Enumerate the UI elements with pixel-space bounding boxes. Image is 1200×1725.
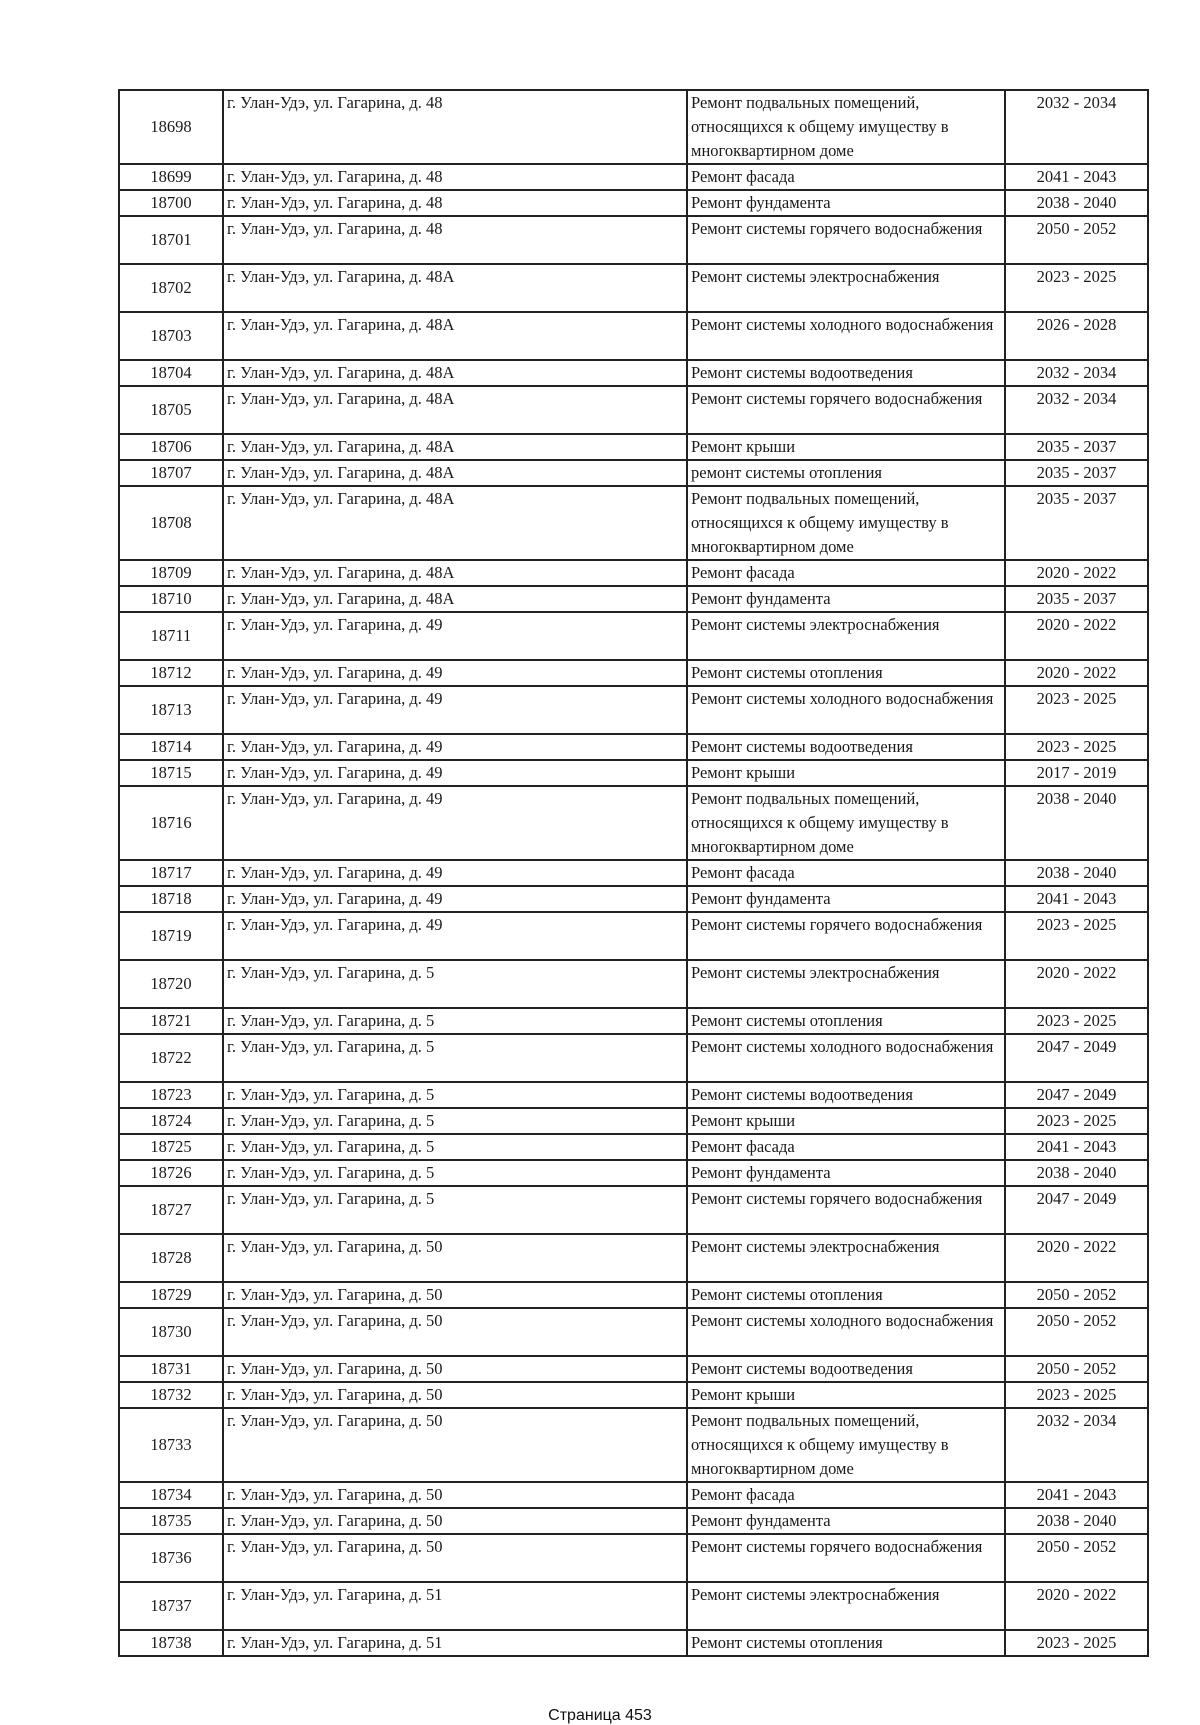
period-cell: 2023 - 2025: [1005, 912, 1148, 960]
work-type-cell: Ремонт системы горячего водоснабжения: [687, 216, 1005, 264]
row-number: 18720: [119, 960, 223, 1008]
work-type-cell: Ремонт подвальных помещений, относящихся к общему имуществу в многоквартирном доме: [687, 90, 1005, 164]
row-number: 18701: [119, 216, 223, 264]
row-number: 18710: [119, 586, 223, 612]
period-cell: 2038 - 2040: [1005, 190, 1148, 216]
work-type-cell: Ремонт системы холодного водоснабжения: [687, 686, 1005, 734]
period-cell: 2041 - 2043: [1005, 1134, 1148, 1160]
table-row: [119, 1034, 1148, 1082]
period-cell: 2041 - 2043: [1005, 164, 1148, 190]
table-row: [119, 460, 1148, 486]
row-number: 18738: [119, 1630, 223, 1656]
row-number: 18715: [119, 760, 223, 786]
address-cell: г. Улан-Удэ, ул. Гагарина, д. 50: [223, 1308, 687, 1356]
work-type-cell: Ремонт системы горячего водоснабжения: [687, 1534, 1005, 1582]
period-cell: 2020 - 2022: [1005, 560, 1148, 586]
work-type-cell: Ремонт системы водоотведения: [687, 360, 1005, 386]
table-row: [119, 1308, 1148, 1356]
address-cell: г. Улан-Удэ, ул. Гагарина, д. 50: [223, 1234, 687, 1282]
address-cell: г. Улан-Удэ, ул. Гагарина, д. 49: [223, 860, 687, 886]
row-number: 18705: [119, 386, 223, 434]
work-type-cell: Ремонт подвальных помещений, относящихся к общему имуществу в многоквартирном доме: [687, 786, 1005, 860]
table-row: [119, 486, 1148, 560]
work-type-cell: ремонт системы отопления: [687, 460, 1005, 486]
row-number: 18726: [119, 1160, 223, 1186]
row-number: 18698: [119, 90, 223, 164]
row-number: 18735: [119, 1508, 223, 1534]
row-number: 18722: [119, 1034, 223, 1082]
work-type-cell: Ремонт фасада: [687, 164, 1005, 190]
work-type-cell: Ремонт фасада: [687, 1482, 1005, 1508]
address-cell: г. Улан-Удэ, ул. Гагарина, д. 49: [223, 612, 687, 660]
address-cell: г. Улан-Удэ, ул. Гагарина, д. 48: [223, 90, 687, 164]
table-row: [119, 1582, 1148, 1630]
address-cell: г. Улан-Удэ, ул. Гагарина, д. 48А: [223, 360, 687, 386]
period-cell: 2047 - 2049: [1005, 1082, 1148, 1108]
work-type-cell: Ремонт системы отопления: [687, 660, 1005, 686]
work-type-cell: Ремонт системы холодного водоснабжения: [687, 1034, 1005, 1082]
row-number: 18731: [119, 1356, 223, 1382]
period-cell: 2020 - 2022: [1005, 612, 1148, 660]
period-cell: 2035 - 2037: [1005, 434, 1148, 460]
row-number: 18736: [119, 1534, 223, 1582]
address-cell: г. Улан-Удэ, ул. Гагарина, д. 5: [223, 1134, 687, 1160]
row-number: 18704: [119, 360, 223, 386]
address-cell: г. Улан-Удэ, ул. Гагарина, д. 48А: [223, 460, 687, 486]
work-type-cell: Ремонт системы водоотведения: [687, 1356, 1005, 1382]
table-row: [119, 164, 1148, 190]
address-cell: г. Улан-Удэ, ул. Гагарина, д. 49: [223, 686, 687, 734]
address-cell: г. Улан-Удэ, ул. Гагарина, д. 51: [223, 1582, 687, 1630]
period-cell: 2047 - 2049: [1005, 1186, 1148, 1234]
period-cell: 2035 - 2037: [1005, 486, 1148, 560]
work-type-cell: Ремонт фасада: [687, 560, 1005, 586]
period-cell: 2050 - 2052: [1005, 1308, 1148, 1356]
period-cell: 2017 - 2019: [1005, 760, 1148, 786]
work-type-cell: Ремонт системы отопления: [687, 1630, 1005, 1656]
table-row: [119, 560, 1148, 586]
table-row: [119, 1186, 1148, 1234]
period-cell: 2038 - 2040: [1005, 1508, 1148, 1534]
row-number: 18706: [119, 434, 223, 460]
page-number: Страница 453: [548, 1707, 652, 1724]
table-row: [119, 264, 1148, 312]
period-cell: 2035 - 2037: [1005, 586, 1148, 612]
period-cell: 2047 - 2049: [1005, 1034, 1148, 1082]
address-cell: г. Улан-Удэ, ул. Гагарина, д. 48: [223, 190, 687, 216]
row-number: 18732: [119, 1382, 223, 1408]
table-row: [119, 612, 1148, 660]
table-row: [119, 1508, 1148, 1534]
row-number: 18728: [119, 1234, 223, 1282]
row-number: 18737: [119, 1582, 223, 1630]
table-row: [119, 1008, 1148, 1034]
table-row: [119, 1630, 1148, 1656]
table-row: [119, 586, 1148, 612]
address-cell: г. Улан-Удэ, ул. Гагарина, д. 5: [223, 1186, 687, 1234]
work-type-cell: Ремонт крыши: [687, 434, 1005, 460]
work-type-cell: Ремонт подвальных помещений, относящихся к общему имуществу в многоквартирном доме: [687, 1408, 1005, 1482]
work-type-cell: Ремонт системы горячего водоснабжения: [687, 912, 1005, 960]
address-cell: г. Улан-Удэ, ул. Гагарина, д. 50: [223, 1382, 687, 1408]
period-cell: 2020 - 2022: [1005, 660, 1148, 686]
repair-schedule-table: [118, 89, 1149, 1657]
work-type-cell: Ремонт фундамента: [687, 586, 1005, 612]
address-cell: г. Улан-Удэ, ул. Гагарина, д. 51: [223, 1630, 687, 1656]
work-type-cell: Ремонт системы электроснабжения: [687, 1234, 1005, 1282]
work-type-cell: Ремонт системы водоотведения: [687, 1082, 1005, 1108]
table-row: [119, 360, 1148, 386]
table-row: [119, 1382, 1148, 1408]
table-row: [119, 216, 1148, 264]
address-cell: г. Улан-Удэ, ул. Гагарина, д. 48: [223, 216, 687, 264]
table-row: [119, 912, 1148, 960]
row-number: 18713: [119, 686, 223, 734]
table-row: [119, 1234, 1148, 1282]
address-cell: г. Улан-Удэ, ул. Гагарина, д. 5: [223, 1082, 687, 1108]
address-cell: г. Улан-Удэ, ул. Гагарина, д. 50: [223, 1408, 687, 1482]
work-type-cell: Ремонт фундамента: [687, 1160, 1005, 1186]
table-row: [119, 1134, 1148, 1160]
address-cell: г. Улан-Удэ, ул. Гагарина, д. 5: [223, 1034, 687, 1082]
table-row: [119, 1482, 1148, 1508]
address-cell: г. Улан-Удэ, ул. Гагарина, д. 5: [223, 1160, 687, 1186]
row-number: 18708: [119, 486, 223, 560]
work-type-cell: Ремонт системы отопления: [687, 1008, 1005, 1034]
table-row: [119, 312, 1148, 360]
period-cell: 2023 - 2025: [1005, 1382, 1148, 1408]
period-cell: 2032 - 2034: [1005, 360, 1148, 386]
address-cell: г. Улан-Удэ, ул. Гагарина, д. 49: [223, 660, 687, 686]
work-type-cell: Ремонт крыши: [687, 760, 1005, 786]
table-row: [119, 1534, 1148, 1582]
table-row: [119, 1082, 1148, 1108]
address-cell: г. Улан-Удэ, ул. Гагарина, д. 49: [223, 886, 687, 912]
period-cell: 2050 - 2052: [1005, 216, 1148, 264]
period-cell: 2050 - 2052: [1005, 1356, 1148, 1382]
address-cell: г. Улан-Удэ, ул. Гагарина, д. 50: [223, 1282, 687, 1308]
address-cell: г. Улан-Удэ, ул. Гагарина, д. 5: [223, 960, 687, 1008]
period-cell: 2038 - 2040: [1005, 786, 1148, 860]
table-row: [119, 1282, 1148, 1308]
work-type-cell: Ремонт подвальных помещений, относящихся к общему имуществу в многоквартирном доме: [687, 486, 1005, 560]
row-number: 18724: [119, 1108, 223, 1134]
table-row: [119, 760, 1148, 786]
row-number: 18700: [119, 190, 223, 216]
work-type-cell: Ремонт фундамента: [687, 886, 1005, 912]
address-cell: г. Улан-Удэ, ул. Гагарина, д. 48А: [223, 386, 687, 434]
work-type-cell: Ремонт системы электроснабжения: [687, 264, 1005, 312]
row-number: 18703: [119, 312, 223, 360]
period-cell: 2041 - 2043: [1005, 1482, 1148, 1508]
work-type-cell: Ремонт системы водоотведения: [687, 734, 1005, 760]
period-cell: 2026 - 2028: [1005, 312, 1148, 360]
row-number: 18707: [119, 460, 223, 486]
period-cell: 2023 - 2025: [1005, 1008, 1148, 1034]
row-number: 18702: [119, 264, 223, 312]
period-cell: 2020 - 2022: [1005, 960, 1148, 1008]
work-type-cell: Ремонт крыши: [687, 1108, 1005, 1134]
address-cell: г. Улан-Удэ, ул. Гагарина, д. 50: [223, 1534, 687, 1582]
row-number: 18712: [119, 660, 223, 686]
period-cell: 2023 - 2025: [1005, 264, 1148, 312]
work-type-cell: Ремонт системы отопления: [687, 1282, 1005, 1308]
work-type-cell: Ремонт системы электроснабжения: [687, 960, 1005, 1008]
address-cell: г. Улан-Удэ, ул. Гагарина, д. 48А: [223, 486, 687, 560]
table-row: [119, 1160, 1148, 1186]
table-row: [119, 1356, 1148, 1382]
address-cell: г. Улан-Удэ, ул. Гагарина, д. 5: [223, 1008, 687, 1034]
address-cell: г. Улан-Удэ, ул. Гагарина, д. 50: [223, 1356, 687, 1382]
table-row: [119, 90, 1148, 164]
work-type-cell: Ремонт фасада: [687, 860, 1005, 886]
address-cell: г. Улан-Удэ, ул. Гагарина, д. 49: [223, 786, 687, 860]
row-number: 18709: [119, 560, 223, 586]
table-row: [119, 386, 1148, 434]
address-cell: г. Улан-Удэ, ул. Гагарина, д. 48А: [223, 434, 687, 460]
period-cell: 2038 - 2040: [1005, 1160, 1148, 1186]
table-row: [119, 660, 1148, 686]
address-cell: г. Улан-Удэ, ул. Гагарина, д. 5: [223, 1108, 687, 1134]
work-type-cell: Ремонт системы холодного водоснабжения: [687, 1308, 1005, 1356]
period-cell: 2020 - 2022: [1005, 1582, 1148, 1630]
row-number: 18725: [119, 1134, 223, 1160]
address-cell: г. Улан-Удэ, ул. Гагарина, д. 50: [223, 1508, 687, 1534]
period-cell: 2032 - 2034: [1005, 386, 1148, 434]
table-row: [119, 886, 1148, 912]
table-row: [119, 686, 1148, 734]
work-type-cell: Ремонт системы горячего водоснабжения: [687, 386, 1005, 434]
table-row: [119, 1408, 1148, 1482]
period-cell: 2023 - 2025: [1005, 734, 1148, 760]
address-cell: г. Улан-Удэ, ул. Гагарина, д. 49: [223, 734, 687, 760]
address-cell: г. Улан-Удэ, ул. Гагарина, д. 48А: [223, 560, 687, 586]
table-body: [119, 90, 1148, 1656]
work-type-cell: Ремонт системы электроснабжения: [687, 612, 1005, 660]
row-number: 18714: [119, 734, 223, 760]
address-cell: г. Улан-Удэ, ул. Гагарина, д. 49: [223, 760, 687, 786]
table-row: [119, 734, 1148, 760]
row-number: 18729: [119, 1282, 223, 1308]
row-number: 18733: [119, 1408, 223, 1482]
work-type-cell: Ремонт фасада: [687, 1134, 1005, 1160]
period-cell: 2023 - 2025: [1005, 686, 1148, 734]
period-cell: 2032 - 2034: [1005, 90, 1148, 164]
address-cell: г. Улан-Удэ, ул. Гагарина, д. 49: [223, 912, 687, 960]
period-cell: 2050 - 2052: [1005, 1282, 1148, 1308]
work-type-cell: Ремонт системы горячего водоснабжения: [687, 1186, 1005, 1234]
period-cell: 2038 - 2040: [1005, 860, 1148, 886]
table-row: [119, 434, 1148, 460]
period-cell: 2023 - 2025: [1005, 1108, 1148, 1134]
period-cell: 2041 - 2043: [1005, 886, 1148, 912]
row-number: 18734: [119, 1482, 223, 1508]
row-number: 18719: [119, 912, 223, 960]
row-number: 18716: [119, 786, 223, 860]
period-cell: 2035 - 2037: [1005, 460, 1148, 486]
row-number: 18730: [119, 1308, 223, 1356]
table-row: [119, 1108, 1148, 1134]
work-type-cell: Ремонт системы холодного водоснабжения: [687, 312, 1005, 360]
row-number: 18727: [119, 1186, 223, 1234]
table-row: [119, 190, 1148, 216]
work-type-cell: Ремонт фундамента: [687, 190, 1005, 216]
work-type-cell: Ремонт системы электроснабжения: [687, 1582, 1005, 1630]
table-row: [119, 960, 1148, 1008]
period-cell: 2023 - 2025: [1005, 1630, 1148, 1656]
period-cell: 2032 - 2034: [1005, 1408, 1148, 1482]
row-number: 18717: [119, 860, 223, 886]
table-row: [119, 860, 1148, 886]
address-cell: г. Улан-Удэ, ул. Гагарина, д. 48: [223, 164, 687, 190]
row-number: 18711: [119, 612, 223, 660]
row-number: 18699: [119, 164, 223, 190]
address-cell: г. Улан-Удэ, ул. Гагарина, д. 50: [223, 1482, 687, 1508]
period-cell: 2020 - 2022: [1005, 1234, 1148, 1282]
work-type-cell: Ремонт фундамента: [687, 1508, 1005, 1534]
table-row: [119, 786, 1148, 860]
address-cell: г. Улан-Удэ, ул. Гагарина, д. 48А: [223, 264, 687, 312]
address-cell: г. Улан-Удэ, ул. Гагарина, д. 48А: [223, 312, 687, 360]
row-number: 18723: [119, 1082, 223, 1108]
period-cell: 2050 - 2052: [1005, 1534, 1148, 1582]
address-cell: г. Улан-Удэ, ул. Гагарина, д. 48А: [223, 586, 687, 612]
work-type-cell: Ремонт крыши: [687, 1382, 1005, 1408]
row-number: 18721: [119, 1008, 223, 1034]
row-number: 18718: [119, 886, 223, 912]
